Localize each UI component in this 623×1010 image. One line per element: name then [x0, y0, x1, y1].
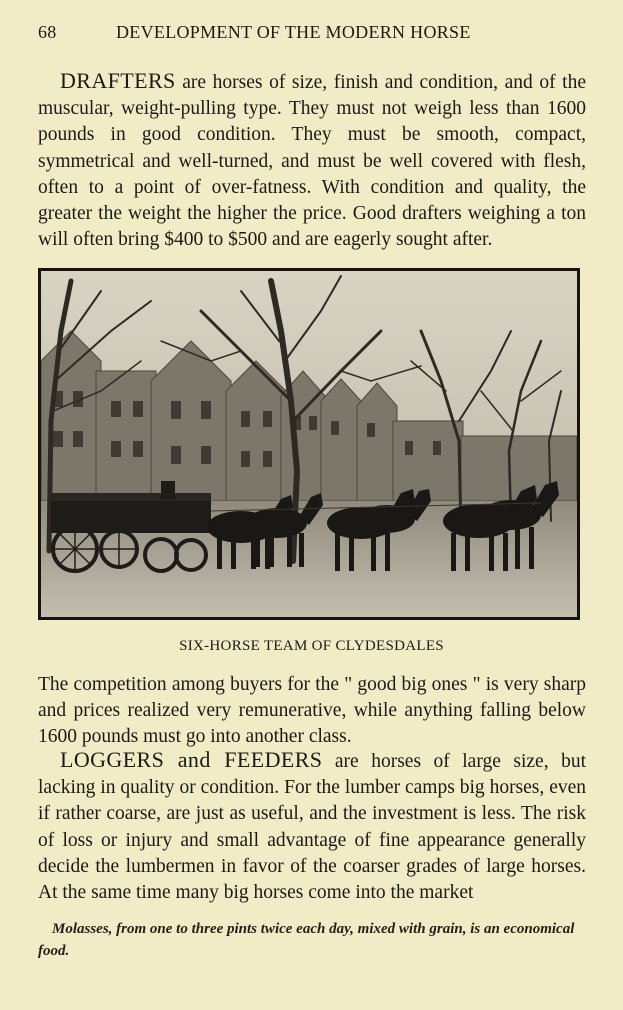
page-number: 68: [38, 22, 57, 42]
footnote: Molasses, from one to three pints twice each day, mixed with grain, is an economical food.: [38, 921, 575, 959]
drafters-text: are horses of size, finish and condition, and of the muscular, weight-pulling type. They must not weigh less than 1600 pounds in good condition. They must be smooth, compact, symmetrical and well-turned, and must be well covered with flesh, often to a point of over-fatness. With condition and quality, the greater the weight the higher the price. Good drafters weighing a ton will often bring $400 to $500 and are eagerly sought after.: [38, 72, 586, 251]
paragraph-loggers: [38, 747, 586, 906]
drafters-heading: DRAFTERS: [60, 68, 176, 93]
page-header: [38, 20, 586, 46]
horse-team-illustration: [41, 271, 577, 617]
figure-caption: SIX-HORSE TEAM OF CLYDESDALES: [179, 638, 444, 654]
loggers-text: are horses of large size, but lacking in quality or condition. For the lumber camps big horses, even if rather coarse, are just as useful, and the investment is less. The risk of loss or injury and small advantage of fine appearance generally decide the lumbermen in favor of the coarser grades of large horses. At the same time many big horses come into the market: [38, 751, 586, 904]
running-title: DEVELOPMENT OF THE MODERN HORSE: [116, 22, 471, 42]
paragraph-competition: The competition among buyers for the " good big ones " is very sharp and prices realized very remunerative, while anything falling below 1600 pounds must go into another class.: [38, 674, 586, 748]
photograph-clydesdales: [38, 268, 580, 620]
loggers-heading: LOGGERS and FEEDERS: [60, 747, 323, 772]
paragraph-drafters: [38, 68, 586, 253]
